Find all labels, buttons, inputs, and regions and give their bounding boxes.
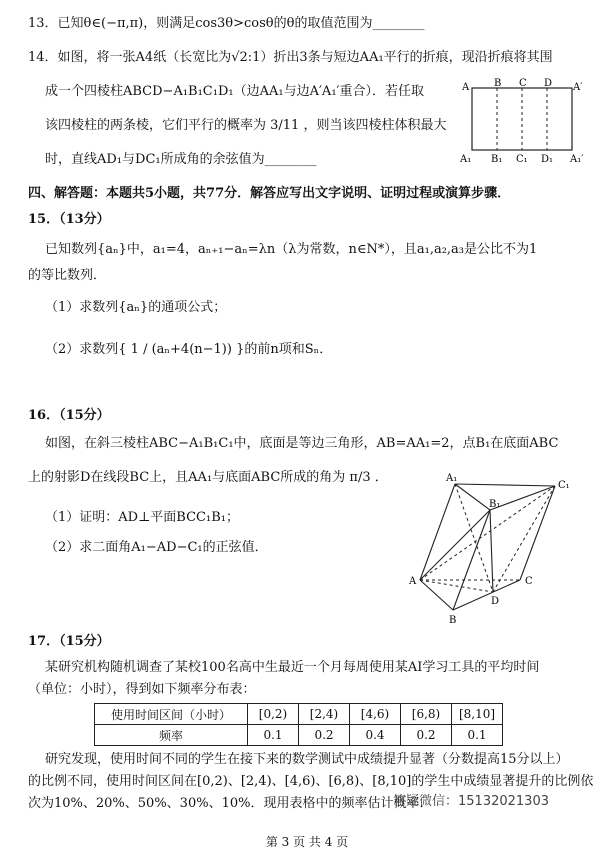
q15-heading: 15．（13分）	[28, 212, 110, 227]
q15-line2: 的等比数列．	[28, 268, 107, 283]
edge-a1-c1	[455, 484, 555, 486]
table-cell: 0.1	[452, 725, 503, 746]
q17-heading: 17．（15分）	[28, 634, 110, 649]
frequency-table	[94, 703, 503, 746]
table-cell: [4,6)	[350, 704, 401, 725]
q15-part1: （1）求数列{aₙ}的通项公式；	[45, 300, 227, 315]
fig-label-d: D	[544, 78, 553, 89]
edge-a-a1	[420, 484, 455, 580]
q14-line4: 时，直线AD₁与DC₁所成角的余弦值为________	[45, 152, 317, 167]
table-cell: 0.2	[401, 725, 452, 746]
q14-line3: 该四棱柱的两条棱，它们平行的概率为 3/11 ，则当该四棱柱体积最大	[45, 118, 447, 133]
fig-label-b1: B₁	[491, 154, 503, 165]
q17-line5: 次为10%、20%、50%、30%、10%．现用表格中的频率估计概率．	[28, 796, 433, 811]
q17-line4: 的比例不同，使用时间区间在[0,2)、[2,4)、[4,6)、[6,8)、[8,10]的学生中成绩显著提升的比例依	[28, 774, 594, 789]
fig-label-a1: A₁	[460, 154, 472, 165]
edge-a1-d	[455, 484, 493, 592]
fig-label-a1: A₁	[446, 473, 458, 484]
page-footer: 第 3 页 共 4 页	[265, 835, 349, 849]
table-cell: 0.2	[299, 725, 350, 746]
a4-fold-figure	[460, 78, 592, 168]
q16-line2: 上的射影D在线段BC上，且AA₁与底面ABC所成的角为 π/3 ．	[28, 470, 388, 485]
table-row	[95, 725, 503, 746]
q17-line2: （单位：小时），得到如下频率分布表：	[28, 682, 256, 697]
fig-label-a1-prime: A₁′	[570, 154, 584, 165]
fig-label-b: B	[449, 615, 457, 626]
q14-line2: 成一个四棱柱ABCD−A₁B₁C₁D₁（边AA₁与边A′A₁′重合）．若任取	[45, 84, 424, 99]
q17-line1: 某研究机构随机调查了某校100名高中生最近一个月每周使用某AI学习工具的平均时间	[45, 660, 540, 675]
fig-label-c1: C₁	[516, 154, 528, 165]
watermark-contact: 答疑微信：15132021303	[393, 794, 549, 809]
edge-a1-b1	[455, 484, 490, 510]
table-cell: [8,10]	[452, 704, 503, 725]
edge-b-c	[453, 580, 520, 610]
q16-part1: （1）证明：AD⊥平面BCC₁B₁；	[45, 510, 239, 525]
q15-part2: （2）求数列{ 1 / (aₙ+4(n−1)) }的前n项和Sₙ．	[45, 342, 333, 357]
edge-a-b1	[420, 510, 490, 580]
section4-heading: 四、解答题：本题共5小题，共77分．解答应写出文字说明、证明过程或演算步骤．	[28, 186, 511, 201]
edge-a-b	[420, 580, 453, 610]
q16-heading: 16．（15分）	[28, 408, 110, 423]
fig-label-a: A	[462, 82, 470, 93]
fig-label-c: C	[525, 576, 533, 587]
fig-label-b1: B₁	[489, 499, 501, 510]
table-cell: [0,2)	[248, 704, 299, 725]
table-row	[95, 704, 503, 725]
fig-label-a: A	[409, 576, 417, 587]
q13-text: 13．已知θ∈(−π,π)，则满足cos3θ>cosθ的θ的取值范围为________	[28, 16, 425, 31]
q17-line3: 研究发现，使用时间不同的学生在接下来的数学测试中成绩提升显著（分数提高15分以上）	[45, 752, 569, 767]
q16-line1: 如图，在斜三棱柱ABC−A₁B₁C₁中，底面是等边三角形，AB=AA₁=2，点B₁在底面ABC	[45, 436, 559, 451]
table-cell: 使用时间区间（小时）	[95, 704, 248, 725]
fig-label-a-prime: A′	[573, 82, 583, 93]
fig-label-d1: D₁	[541, 154, 554, 165]
table-cell: 频率	[95, 725, 248, 746]
fig-label-c: C	[519, 78, 527, 89]
fig-label-d: D	[491, 596, 500, 607]
table-cell: [2,4)	[299, 704, 350, 725]
q15-line1: 已知数列{aₙ}中，a₁=4，aₙ₊₁−aₙ=λn（λ为常数，n∈N*），且a₁,a₂,a₃是公比不为1	[45, 242, 538, 257]
table-cell: 0.1	[248, 725, 299, 746]
q14-line1: 14．如图，将一张A4纸（长宽比为√2:1）折出3条与短边AA₁平行的折痕，现沿折痕将其围	[28, 50, 553, 65]
edge-c1-c	[520, 486, 555, 580]
fig-label-c1: C₁	[558, 480, 570, 491]
q16-part2: （2）求二面角A₁−AD−C₁的正弦值．	[45, 540, 268, 555]
table-cell: [6,8)	[401, 704, 452, 725]
edge-c1-d	[493, 486, 555, 592]
prism-figure	[405, 470, 585, 628]
fig-label-b: B	[494, 78, 502, 89]
edge-b1-b	[453, 510, 490, 610]
edge-a-c1	[420, 486, 555, 580]
table-cell: 0.4	[350, 725, 401, 746]
